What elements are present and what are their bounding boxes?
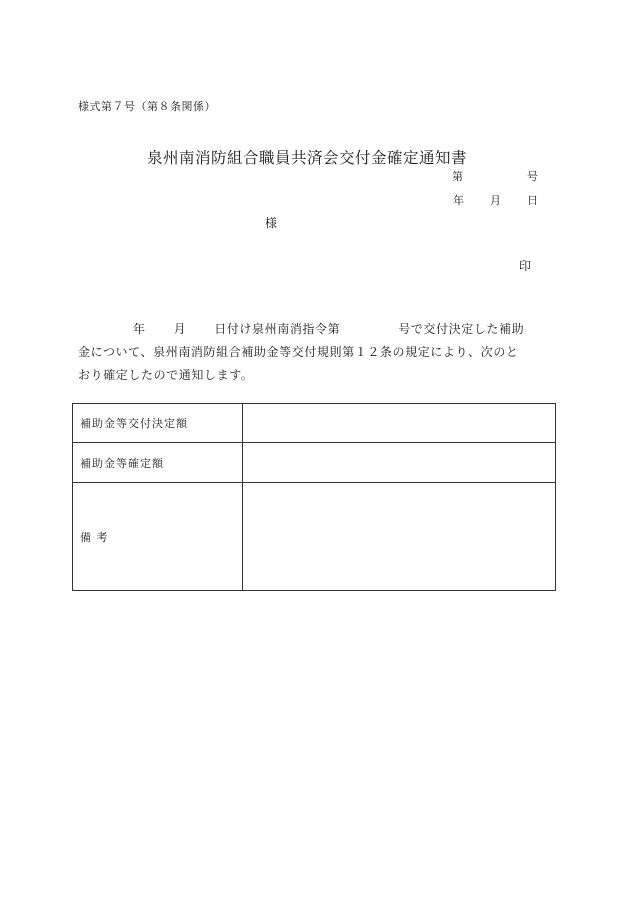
remarks-field[interactable] (244, 483, 555, 590)
number-suffix: 号 (527, 170, 538, 183)
body-line-3: おり確定したので通知します。 (78, 368, 254, 382)
body-line-1: 年 月 日付け泉州南消指令第 号で交付決定した補助 (133, 322, 525, 336)
decided-amount-field[interactable] (244, 404, 555, 442)
table-row (73, 443, 555, 483)
number-prefix: 第 (452, 170, 463, 183)
form-number-label: 様式第７号（第８条関係） (78, 100, 216, 113)
date-month: 月 (490, 194, 501, 207)
issue-date-line (453, 192, 538, 208)
remarks-label: 備 考 (73, 483, 243, 590)
table-row (73, 483, 555, 590)
table-row (73, 404, 555, 443)
body-line-2: 金について、泉州南消防組合補助金等交付規則第１２条の規定により、次のと (78, 345, 519, 359)
confirmed-amount-field[interactable] (244, 443, 555, 482)
decided-amount-label: 補助金等交付決定額 (73, 404, 243, 442)
date-year: 年 (453, 194, 464, 207)
confirmed-amount-label: 補助金等確定額 (73, 443, 243, 482)
date-day: 日 (527, 194, 538, 207)
document-title: 泉州南消防組合職員共済会交付金確定通知書 (146, 149, 467, 167)
notice-body (78, 318, 560, 387)
seal-mark: 印 (519, 259, 532, 273)
document-number-line (452, 168, 538, 184)
addressee-suffix: 様 (265, 216, 278, 230)
amount-table (72, 403, 556, 591)
